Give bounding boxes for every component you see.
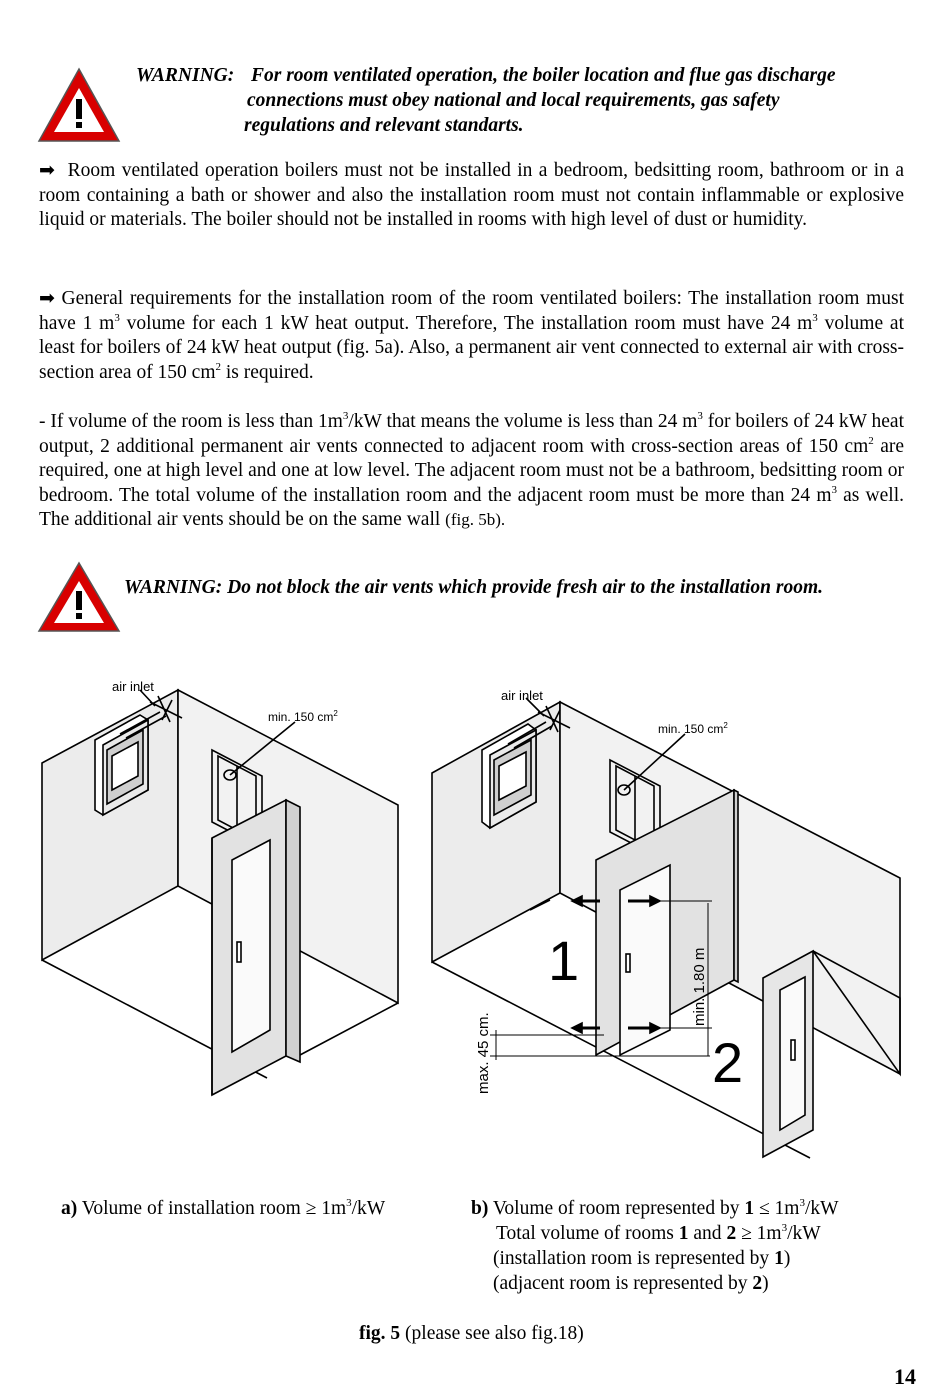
- room-2-label: 2: [712, 1031, 744, 1094]
- superscript: 3: [781, 1222, 788, 1234]
- caption-b-text: /kW: [787, 1223, 821, 1244]
- superscript: 3: [831, 483, 837, 496]
- caption-b-text: Total volume of rooms: [496, 1223, 679, 1244]
- min-height-label: min. 1.80 m: [691, 947, 708, 1026]
- superscript: 3: [346, 1197, 352, 1209]
- caption-b-text: and: [688, 1223, 727, 1244]
- caption-b-text: ): [762, 1273, 769, 1294]
- paragraph-3-text: as well. The additional air vents should be on the same wall: [39, 484, 904, 531]
- warning-triangle-icon: [36, 560, 122, 634]
- max-height-label: max. 45 cm.: [475, 1012, 492, 1094]
- caption-b-text: (adjacent room is represented by: [493, 1273, 753, 1294]
- caption-b-bold: 1: [774, 1248, 784, 1269]
- min-area-label: min. 150 $cm^2$: [658, 721, 728, 736]
- arrow-right-icon: ➡: [39, 159, 55, 181]
- paragraph-3-text: - If volume of the room is less than 1m: [39, 411, 343, 432]
- caption-b-letter: b): [471, 1198, 489, 1219]
- warning-1-line-2: connections must obey national and local requirements, gas safety: [247, 90, 780, 111]
- caption-b-bold: 1: [744, 1198, 755, 1219]
- figure-5a-illustration: [0, 660, 475, 1180]
- caption-a: [61, 1196, 385, 1221]
- warning-1-line-3: regulations and relevant standarts.: [244, 115, 524, 136]
- figure-label: fig. 5: [359, 1323, 401, 1344]
- superscript: 2: [868, 434, 874, 447]
- paragraph-room-ventilated: [39, 158, 904, 233]
- caption-b-bold: 2: [726, 1223, 737, 1244]
- caption-b-line-2: [496, 1221, 821, 1246]
- caption-b-line-3: [493, 1246, 790, 1271]
- figure-5b-illustration: [420, 660, 920, 1180]
- warning-2-text: WARNING: Do not block the air vents which provide fresh air to the installation room.: [124, 577, 824, 598]
- paragraph-low-volume: [39, 410, 904, 533]
- caption-b-text: (installation room is represented by: [493, 1248, 775, 1269]
- paragraph-1-text: Room ventilated operation boilers must not be installed in a bedroom, bedsitting room, bathroom or in a room containing a bath or shower and also the installation room must not contain inflammable or explosive liquid or materials. The boiler should not be installed in rooms with high level of dust or humidity.: [39, 160, 904, 231]
- paragraph-3-text: for boilers of 24 kW heat output, 2 additional permanent air vents connected to adjacent room with cross-section areas of 150 cm: [39, 411, 905, 457]
- caption-b-line-1: [471, 1196, 839, 1221]
- arrow-right-icon: ➡: [39, 287, 55, 309]
- superscript: 3: [799, 1197, 805, 1209]
- warning-1-label: WARNING:: [136, 65, 235, 86]
- caption-b-line-4: [493, 1271, 769, 1296]
- superscript: 2: [215, 360, 222, 373]
- caption-a-text: Volume of installation room ≥ 1m: [77, 1198, 347, 1219]
- paragraph-general-requirements: [39, 286, 904, 385]
- figure-caption-text: (please see also fig.18): [400, 1323, 584, 1344]
- caption-b-bold: 2: [752, 1273, 763, 1294]
- figure-caption: [359, 1321, 584, 1346]
- caption-b-text: Volume of room represented by: [488, 1198, 745, 1219]
- superscript: 3: [342, 410, 349, 422]
- caption-b-text: /kW: [804, 1198, 839, 1219]
- caption-b-text: ≤ 1m: [754, 1198, 800, 1219]
- room-1-label: 1: [548, 929, 580, 992]
- air-inlet-label: air inlet: [501, 688, 543, 703]
- min-area-label: min. 150 $cm^2$: [268, 709, 338, 724]
- superscript: 3: [114, 311, 120, 324]
- caption-b-text: ≥ 1m: [736, 1223, 782, 1244]
- figure-reference: (fig. 5b).: [445, 510, 506, 530]
- paragraph-2-text: is required.: [221, 361, 314, 383]
- paragraph-3-text: /kW that means the volume is less than 24 m: [348, 411, 698, 432]
- superscript: 3: [697, 410, 703, 422]
- paragraph-2-text: volume at least for boilers of 24 kW heat output (fig. 5a). Also, a permanent air vent connected to external air with cross-section area of 150 cm: [39, 312, 904, 383]
- caption-a-text: /kW: [351, 1198, 386, 1219]
- caption-a-letter: a): [61, 1198, 78, 1219]
- paragraph-3-text: are required, one at high level and one at low level. The adjacent room must not be a bathroom, bedsitting room or bedroom. The total volume of the installation room and the adjacent room must be more than 24 m: [39, 435, 904, 506]
- caption-b-text: ): [783, 1248, 791, 1269]
- air-inlet-label: air inlet: [112, 679, 154, 694]
- paragraph-2-text: General requirements for the installation room of the room ventilated boilers: The installation room must have 1 m: [39, 288, 904, 334]
- superscript: 3: [812, 311, 818, 324]
- paragraph-2-text: volume for each 1 kW heat output. Therefore, The installation room must have 24 m: [119, 312, 813, 334]
- warning-triangle-icon: [36, 66, 122, 144]
- page-number: 14: [894, 1364, 916, 1389]
- caption-b-bold: 1: [678, 1223, 689, 1244]
- warning-1-line-1: For room ventilated operation, the boiler location and flue gas discharge: [251, 65, 836, 86]
